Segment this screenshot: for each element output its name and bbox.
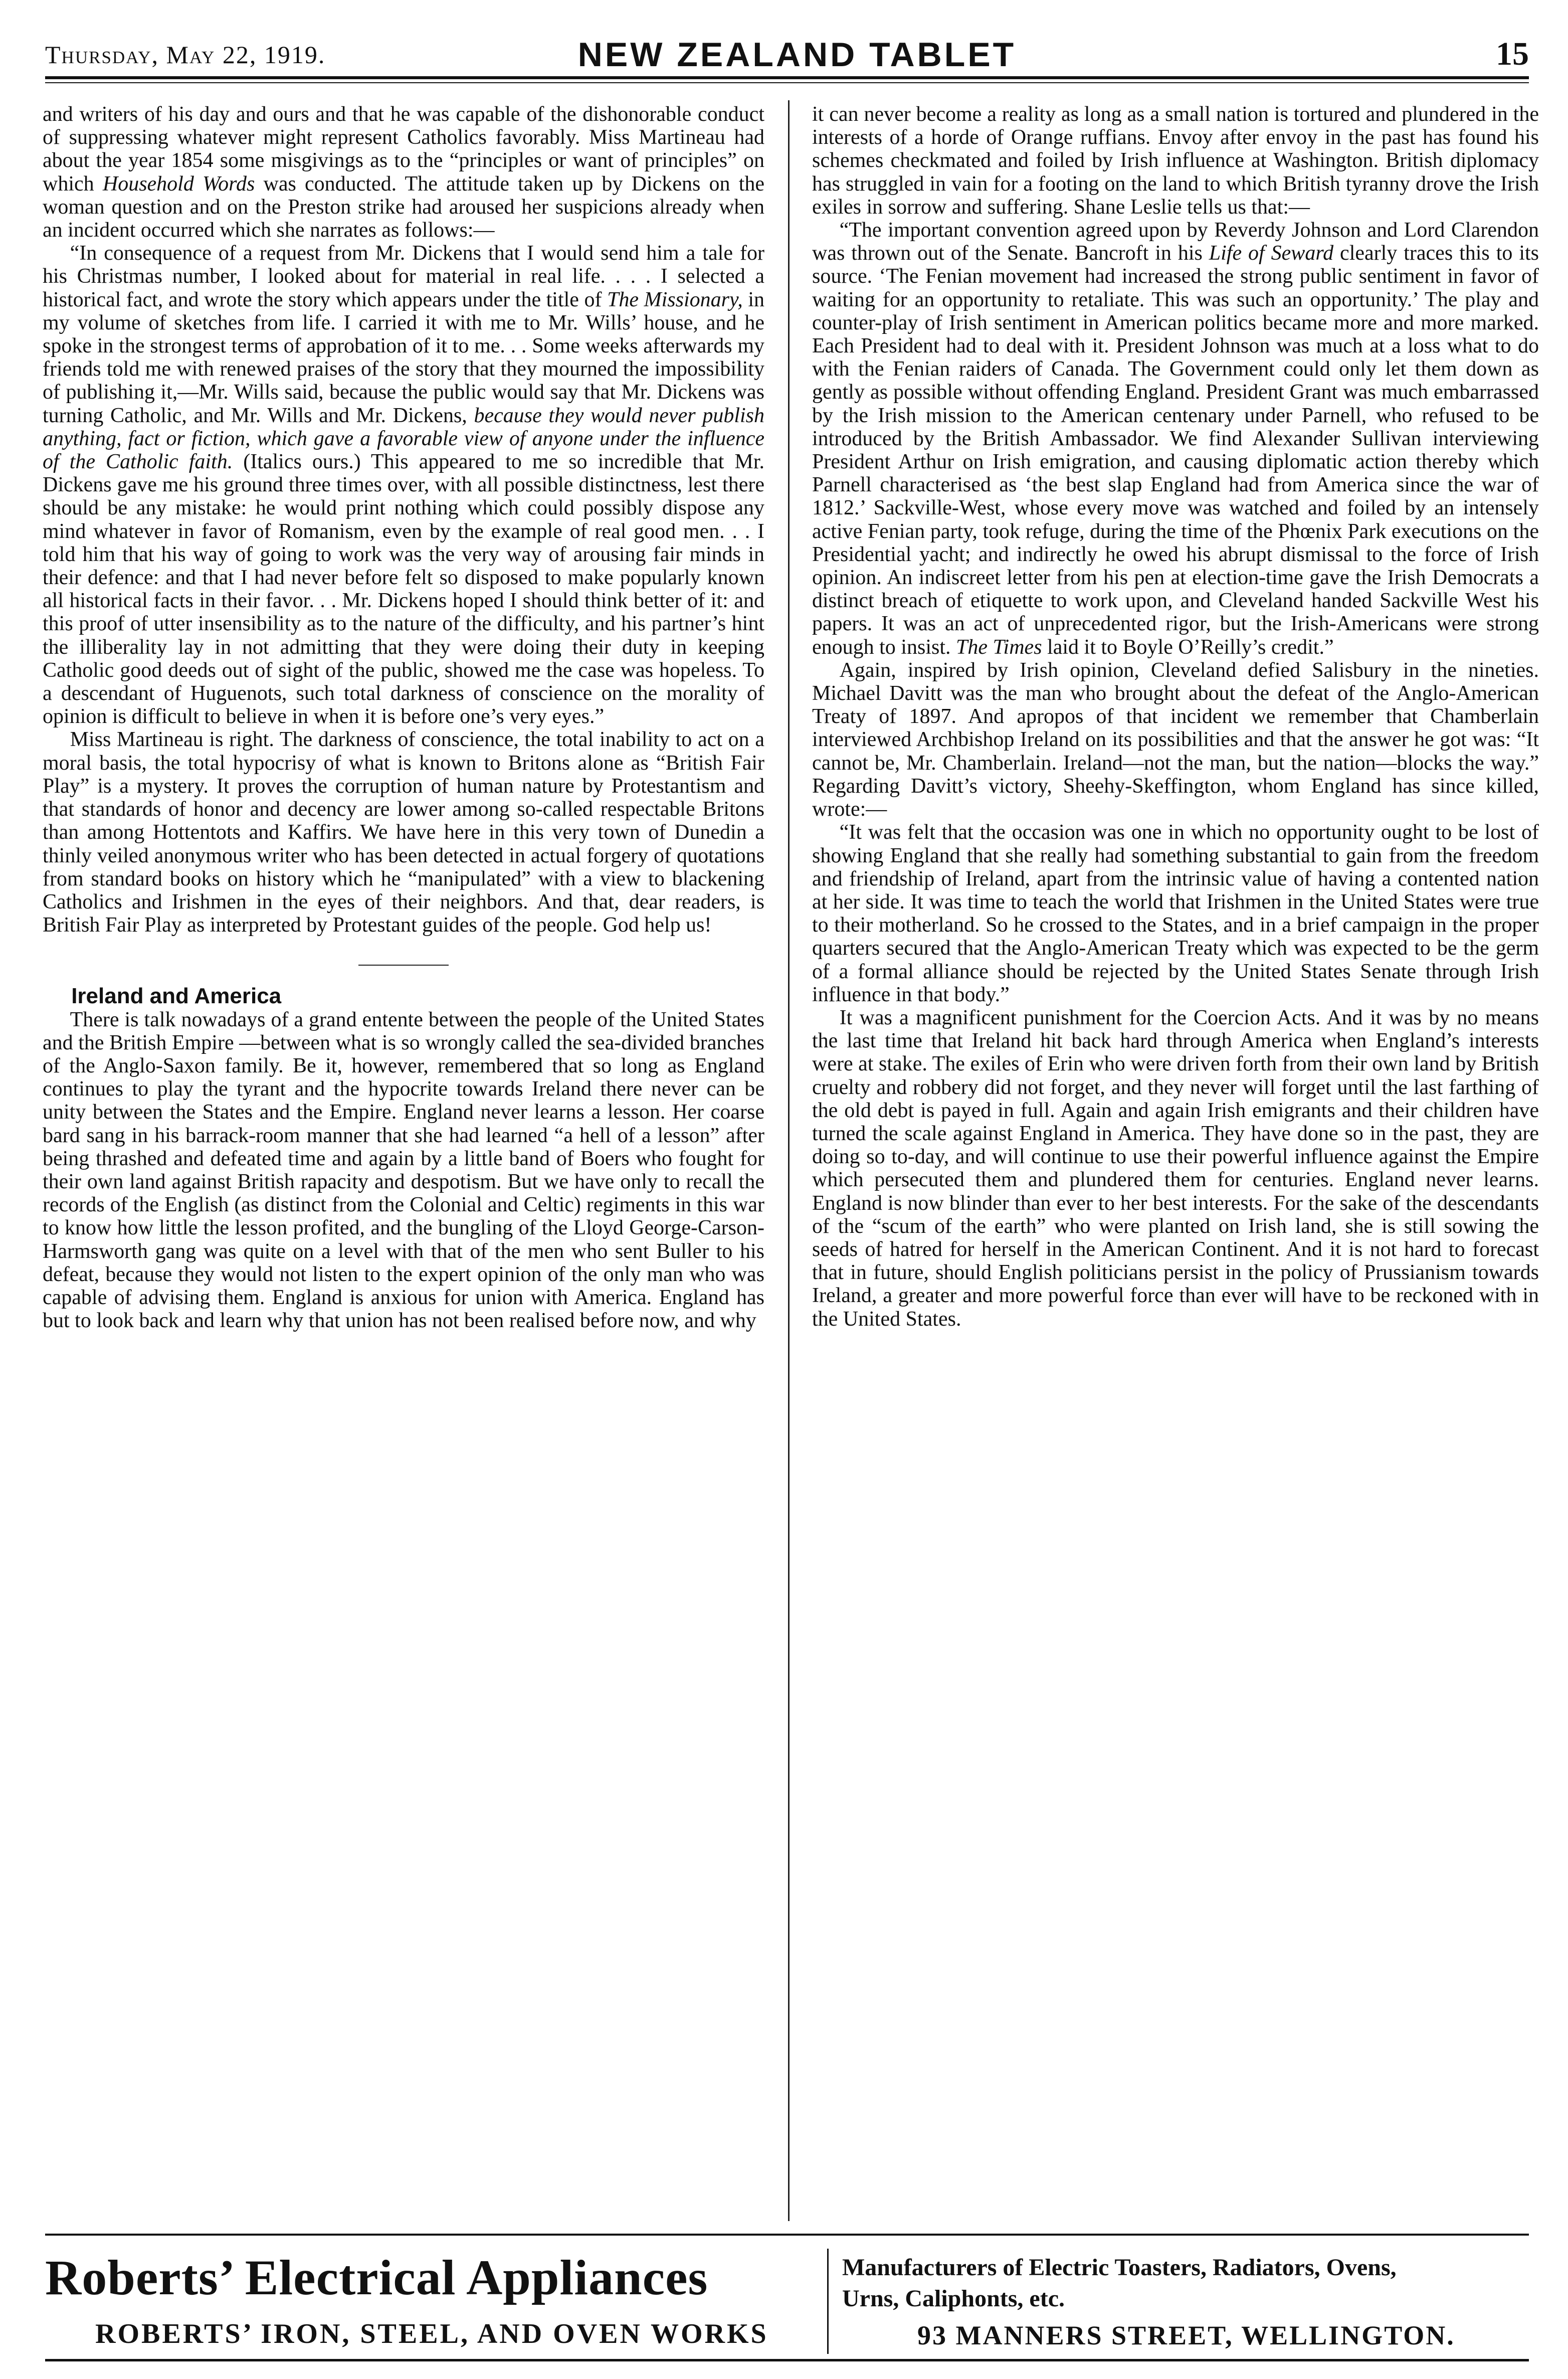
article-paragraph: There is talk nowadays of a grand entente between the people of the United States and the British Empire —between what is so wrongly called the sea-divided branches of the Anglo-Saxon family. Be it, however, remembered that so long as England continues to play the tyrant and the hypocrite towards Ireland there never can be unity between the States and the Empire. England never learns a lesson. Her coarse bard sang in his barrack-room manner that she had learned “a hell of a lesson” after being thrashed and defeated time and again by a little band of Boers who fought for their own land against British rapacity and despotism. But we have only to recall the records of the English (as distinct from the Colonial and Celtic) regiments in this war to know how little the lesson profited, and the bungling of the Lloyd George-Carson-Harmsworth gang was quite on a level with that of the men who sent Buller to his defeat, because they would not listen to the expert opinion of the only man who was capable of advising them. England is anxious for union with America. England has but to look back and learn why that union has not been realised before now, and why xyxy=(43,1008,764,1333)
masthead xyxy=(45,30,1529,75)
ad-bottom-rule xyxy=(45,2359,1529,2361)
section-separator xyxy=(358,965,449,966)
ad-top-rule xyxy=(45,2234,1529,2236)
masthead-rule-thick xyxy=(45,76,1529,79)
ad-divider xyxy=(827,2249,829,2354)
article-paragraph: it can never become a reality as long as a small nation is tortured and plundered in the interests of a horde of Orange ruffians. Envoy after envoy in the past has found his schemes checkmated and foiled by Irish influence at Washington. British diplomacy has struggled in vain for a footing on the land to which British tyranny drove the Irish exiles in sorrow and suffering. Shane Leslie tells us that:— xyxy=(812,103,1539,219)
section-heading: Ireland and America xyxy=(71,984,282,1009)
article-paragraph: Miss Martineau is right. The darkness of conscience, the total inability to act on a moral basis, the total hypocrisy of what is known to Britons alone as “British Fair Play” is a mystery. It proves the corruption of human nature by Protestantism and that standards of honor and decency are lower among so-called respectable Britons than among Hottentots and Kaffirs. We have here in this very town of Dunedin a thinly veiled anonymous writer who has been detected in actual forgery of quotations from standard books on history which he “manipulated” with a view to blackening Catholics and Irishmen in the eyes of their neighbors. And that, dear readers, is British Fair Play as interpreted by Protestant guides of the people. God help us! xyxy=(43,728,764,937)
ad-address: 93 MANNERS STREET, WELLINGTON. xyxy=(917,2320,1455,2350)
left-column xyxy=(43,103,764,2219)
article-paragraph: It was a magnificent punishment for the Coercion Acts. And it was by no means the last time that Ireland hit back hard through America when England’s interests were at stake. The exiles of Erin who were driven forth from their own land by British cruelty and robbery did not forget, and they never will forget until the last farthing of the old debt is payed in full. Again and again Irish emigrants and their children have turned the scale against England in America. They have done so in the past, they are doing so to-day, and will continue to use their powerful influence against the Empire which persecuted them and plundered them for centuries. England never learns. England is now blinder than ever to her best interests. For the sake of the descendants of the “scum of the earth” who were planted on Irish land, she is still sowing the seeds of hatred for herself in the American Continent. And it is not hard to forecast that in future, should English politicians persist in the policy of Prussianism towards Ireland, a greater and more powerful force than ever will have to be reckoned with in the United States. xyxy=(812,1006,1539,1331)
article-paragraph: and writers of his day and ours and that he was capable of the dishonorable conduct of suppressing whatever might represent Catholics favorably. Miss Martineau had about the year 1854 some misgivings as to the “principles or want of principles” on which Household Words was conducted. The attitude taken up by Dickens on the woman question and on the Preston strike had aroused her suspicions already when an incident occurred which she narrates as follows:— xyxy=(43,103,765,242)
column-divider xyxy=(788,100,790,2221)
quoted-paragraph: “In consequence of a request from Mr. Dickens that I would send him a tale for his Christmas number, I looked about for material in real life. . . . I selected a historical fact, and wrote the story which appears under the title of The Missionary, in my volume of sketches from life. I carried it with me to Mr. Wills’ house, and he spoke in the strongest terms of approbation of it to me. . . Some weeks afterwards my friends told me with renewed praises of the story that they mourned the impossibility of publishing it,—Mr. Wills said, because the public would say that Mr. Dickens was turning Catholic, and Mr. Wills and Mr. Dickens, because they would never publish anything, fact or fiction, which gave a favorable view of anyone under the influence of the Catholic faith. (Italics ours.) This appeared to me so incredible that Mr. Dickens gave me his ground three times over, with all possible distinctness, lest there should be any mistake: he would print nothing which could possibly dispose any mind whatever in favor of Romanism, even by the example of real good men. . . I told him that his way of going to work was the very way of arousing fair minds in their defence: and that I had never before felt so disposed to make popularly known all historical facts in their favor. . . Mr. Dickens hoped I should think better of it: and this proof of utter insensibility as to the nature of the difficulty, and his partner’s hint the illiberality lay in not admitting that they were doing their duty in keeping Catholic good deeds out of sight of the public, showed me the case was hopeless. To a descendant of Huguenots, such total darkness of conscience on the morality of opinion is difficult to believe in when it is before one’s very eyes.” xyxy=(43,242,765,728)
newspaper-title: NEW ZEALAND TABLET xyxy=(577,36,1017,74)
masthead-rule-thin xyxy=(45,82,1529,83)
page-number: 15 xyxy=(1496,36,1529,72)
advertisement xyxy=(45,2234,1529,2369)
quoted-paragraph: “The important convention agreed upon by Reverdy Johnson and Lord Clarendon was thrown out of the Senate. Bancroft in his Life of Seward clearly traces this to its source. ‘The Fenian movement had increased the strong public sentiment in favor of waiting for an opportunity to retaliate. This was such an opportunity.’ The play and counter-play of Irish sentiment in American politics became more and more marked. Each President had to deal with it. President Johnson was much at a loss what to do with the Fenian raiders of Canada. The Government could only let them down as gently as possible without offending England. President Grant was much embarrassed by the Irish mission to the American centenary under Parnell, who refused to be introduced by the British Ambassador. We find Alexander Sullivan interviewing President Arthur on Irish emigration, and causing diplomatic action thereby which Parnell characterised as ‘the best slap England had from America since the war of 1812.’ Sackville-West, whose every move was watched and foiled by an intensely active Fenian party, took refuge, during the time of the Phœnix Park executions on the Presidential yacht; and indirectly he owed his abrupt dismissal to the force of Irish opinion. An indiscreet letter from his pen at election-time gave the Irish Democrats a distinct breach of etiquette to work upon, and Cleveland handed Sackville West his papers. It was an act of unprecedented rigor, but the Irish-Americans were strong enough to insist. The Times laid it to Boyle O’Reilly’s credit.” xyxy=(812,219,1539,659)
right-column xyxy=(812,103,1539,2219)
ad-products: Manufacturers of Electric Toasters, Radiators, Ovens, xyxy=(842,2254,1397,2281)
ad-products-2: Urns, Caliphonts, etc. xyxy=(842,2285,1065,2312)
issue-date: Thursday, May 22, 1919. xyxy=(45,41,326,69)
article-paragraph: Again, inspired by Irish opinion, Cleveland defied Salisbury in the nineties. Michael Davitt was the man who brought about the defeat of the Anglo-American Treaty of 1897. And apropos of that incident we remember that Chamberlain interviewed Archbishop Ireland on its possibilities and that the answer he got was: “It cannot be, Mr. Chamberlain. Ireland—not the man, but the nation—blocks the way.” Regarding Davitt’s victory, Sheehy-Skeffington, whom England has since killed, wrote:— xyxy=(812,658,1539,821)
ad-works: ROBERTS’ IRON, STEEL, AND OVEN WORKS xyxy=(95,2318,768,2349)
quoted-paragraph: “It was felt that the occasion was one in which no opportunity ought to be lost of showing England that she really had something substantial to gain from the freedom and friendship of Ireland, apart from the intrinsic value of having a contented nation at her side. It was time to teach the world that Irishmen in the United States were true to their motherland. So he crossed to the States, and in a brief campaign in the proper quarters secured that the Anglo-American Treaty which was expected to be the germ of a formal alliance should be rejected by the United States Senate through Irish influence in that body.” xyxy=(812,821,1539,1006)
ad-title: Roberts’ Electrical Appliances xyxy=(45,2250,708,2305)
italic-title: Household Words xyxy=(102,172,255,196)
